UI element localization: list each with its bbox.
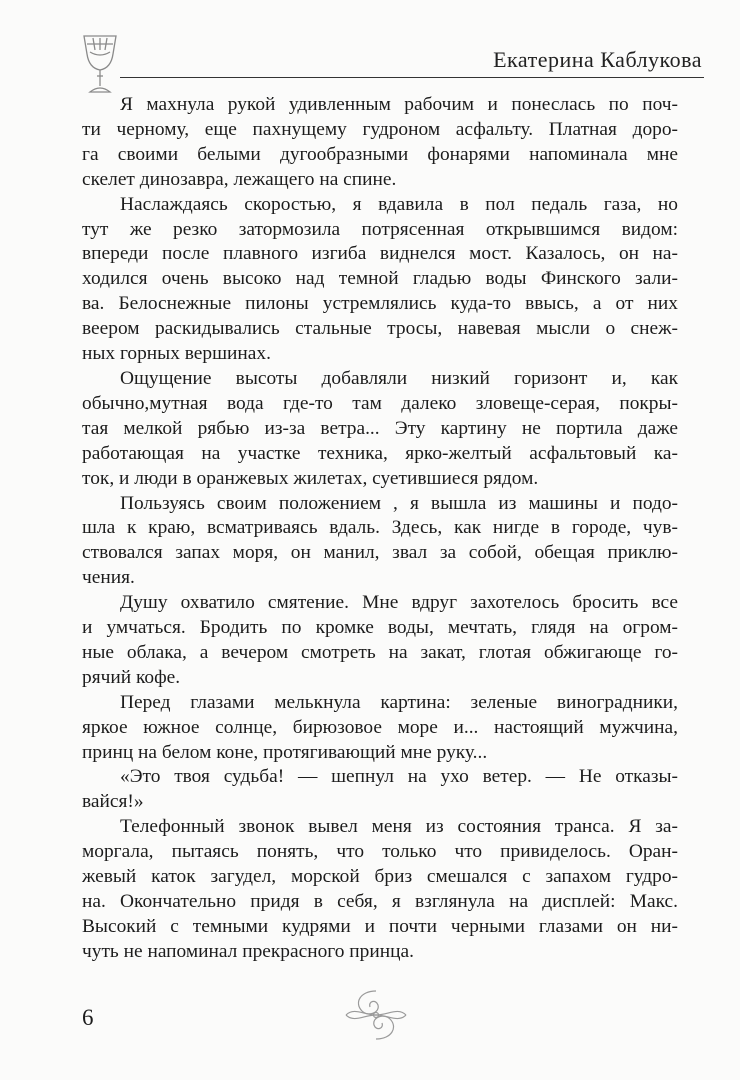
text-line: Перед глазами мелькнула картина: зеленые виноградники, bbox=[120, 691, 678, 713]
text-line: Пользуясь своим положением , я вышла из машины и подо- bbox=[120, 492, 678, 514]
text-line: ва. Белоснежные пилоны устремлялись куда-то ввысь, а от них bbox=[82, 293, 678, 315]
text-line: Ощущение высоты добавляли низкий горизонт и, как bbox=[120, 367, 678, 389]
text-line: рячий кофе. bbox=[82, 666, 181, 688]
running-header-author: Екатерина Каблукова bbox=[493, 47, 702, 72]
text-line: ствовался запах моря, он манил, звал за собой, обещая приклю- bbox=[82, 542, 678, 564]
text-line: жевый каток загудел, морской бриз смешался с запахом гудро- bbox=[82, 866, 678, 888]
paragraph bbox=[82, 193, 678, 367]
text-line: ток, и люди в оранжевых жилетах, суетившиеся рядом. bbox=[82, 467, 539, 489]
text-line: вайся!» bbox=[82, 791, 144, 813]
text-line: тая мелкой рябью из-за ветра... Эту картину не портила даже bbox=[82, 417, 678, 439]
paragraph bbox=[82, 591, 678, 691]
paragraph bbox=[82, 691, 678, 766]
text-line: моргала, пытаясь понять, что только что привиделось. Оран- bbox=[82, 841, 678, 863]
text-line: Высокий с темными кудрями и почти черными глазами он ни- bbox=[82, 915, 678, 937]
paragraph bbox=[82, 492, 678, 592]
text-line: принц на белом коне, протягивающий мне руку... bbox=[82, 741, 488, 763]
header-divider bbox=[120, 77, 704, 78]
text-line: тут же резко затормозила потрясенная открывшимся видом: bbox=[82, 218, 678, 240]
text-line: Наслаждаясь скоростью, я вдавила в пол педаль газа, но bbox=[120, 193, 678, 215]
text-line: яркое южное солнце, бирюзовое море и... настоящий мужчина, bbox=[82, 716, 678, 738]
page-number: 6 bbox=[82, 1005, 94, 1030]
paragraph bbox=[82, 765, 678, 815]
text-line: Я махнула рукой удивленным рабочим и понеслась по поч- bbox=[120, 94, 678, 115]
text-line: шла к краю, всматриваясь вдаль. Здесь, как нигде в городе, чув- bbox=[82, 517, 678, 539]
text-line: веером раскидывались стальные тросы, навевая мысли о снеж- bbox=[82, 318, 678, 340]
decorative-swirl-icon bbox=[336, 985, 416, 1045]
text-line: Душу охватило смятение. Мне вдруг захотелось бросить все bbox=[120, 592, 678, 614]
text-line: ных горных вершинах. bbox=[82, 343, 271, 365]
text-line: чения. bbox=[82, 567, 135, 589]
text-line: Телефонный звонок вывел меня из состояния транса. Я за- bbox=[120, 816, 678, 838]
text-line: обычно,мутная вода где-то там далеко зловеще-серая, покры- bbox=[82, 392, 678, 414]
text-line: на. Окончательно придя в себя, я взглянула на дисплей: Макс. bbox=[82, 891, 678, 912]
paragraph bbox=[82, 815, 678, 964]
paragraph bbox=[82, 93, 678, 193]
text-line: «Это твоя судьба! — шепнул на ухо ветер. — Не отказы- bbox=[120, 766, 678, 788]
text-line: ти черному, еще пахнущему гудроном асфальту. Платная доро- bbox=[82, 118, 678, 140]
text-line: чуть не напоминал прекрасного принца. bbox=[82, 940, 414, 962]
paragraph bbox=[82, 367, 678, 492]
text-line: скелет динозавра, лежащего на спине. bbox=[82, 168, 397, 190]
text-line: работающая на участке техника, ярко-желтый асфальтовый ка- bbox=[82, 442, 678, 464]
body-text bbox=[82, 93, 678, 965]
goblet-icon bbox=[78, 30, 122, 100]
text-line: впереди после плавного изгиба виднелся мост. Казалось, он на- bbox=[82, 243, 678, 265]
text-line: ные облака, а вечером смотреть на закат, глотая обжигающе го- bbox=[82, 641, 678, 663]
text-line: ходился очень высоко над темной гладью воды Финского зали- bbox=[82, 268, 678, 290]
text-line: и умчаться. Бродить по кромке воды, мечтать, глядя на огром- bbox=[82, 617, 678, 639]
text-line: га своими белыми дугообразными фонарями напоминала мне bbox=[82, 143, 678, 165]
